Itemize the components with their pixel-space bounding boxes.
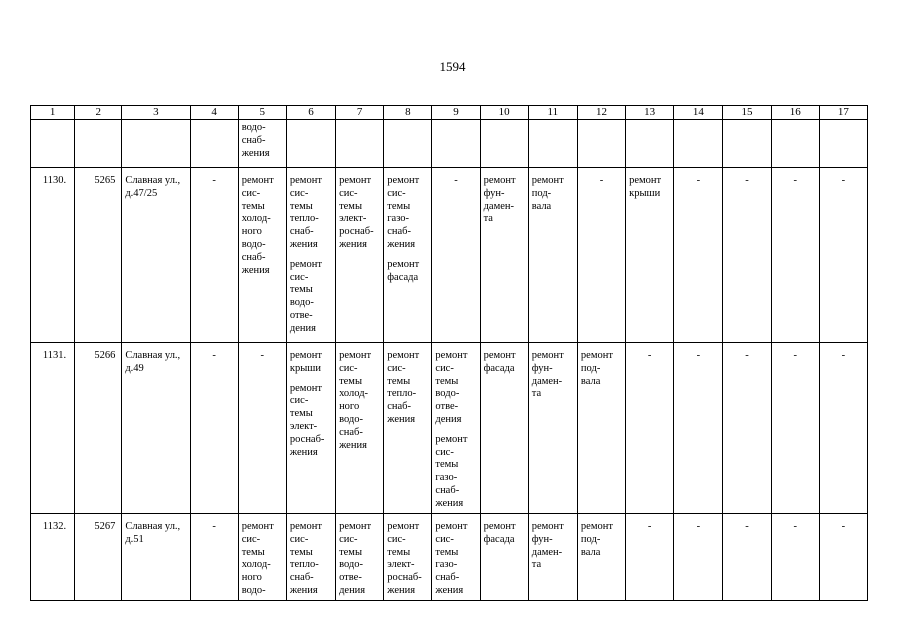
- cell-col-8-line: роснаб-: [387, 572, 422, 584]
- cell-col-6-line: крыши: [289, 362, 322, 374]
- page-number: 1594: [439, 59, 466, 74]
- table-row: [31, 168, 868, 343]
- cell-col-10-line: фасада: [483, 362, 515, 374]
- cell-col-8-line: снаб-: [387, 401, 412, 413]
- cell-col-11-line: дамен-: [531, 375, 563, 387]
- cell-col-6-line: темы: [289, 408, 313, 420]
- cell-col-8-line: ремонт: [387, 521, 420, 532]
- cell-col-14: -: [674, 343, 723, 514]
- cell-col-7-line: жения: [339, 238, 367, 250]
- cont-cell-6: [286, 120, 335, 168]
- cell-col-6-line: ремонт: [289, 258, 322, 270]
- cell-col-7-line: роснаб-: [339, 226, 374, 238]
- cont-cell-14: [674, 120, 723, 168]
- cont-cell-16: [771, 120, 819, 168]
- cell-col-6-line: элект-: [289, 420, 318, 432]
- cell-col-16: -: [771, 514, 819, 601]
- row-address-line: д.47/25: [125, 187, 158, 199]
- cell-col-8-line: темы: [387, 546, 411, 558]
- cont-cell-5-line: жения: [241, 147, 270, 159]
- cell-col-12-line: ремонт: [580, 350, 613, 361]
- cont-cell-9: [432, 120, 480, 168]
- cell-col-8-line: темы: [387, 375, 411, 387]
- header-cell-6: 6: [286, 106, 335, 120]
- cont-cell-7: [336, 120, 384, 168]
- cont-cell-10: [480, 120, 528, 168]
- cell-col-9-line: газо-: [435, 559, 458, 571]
- cell-col-10-line: ремонт: [483, 175, 516, 186]
- cell-col-8-line: темы: [387, 200, 411, 212]
- cell-col-8-line: ремонт: [387, 350, 420, 361]
- cell-col-11-line: фун-: [531, 533, 553, 545]
- cell-col-7-line: снаб-: [339, 426, 363, 438]
- row-number: 1131.: [31, 343, 75, 514]
- header-cell-5: 5: [238, 106, 286, 120]
- continuation-row: [31, 120, 868, 168]
- cell-col-8-line: жения: [387, 584, 416, 596]
- cell-col-6-line: ремонт: [289, 521, 322, 532]
- header-cell-9: 9: [432, 106, 480, 120]
- cell-col-8-line: ремонт: [387, 258, 420, 270]
- cell-col-10-line: ремонт: [483, 521, 516, 532]
- cell-col-7-line: ремонт: [339, 521, 372, 532]
- cont-cell-5: [238, 120, 286, 168]
- cell-col-6-line: снаб-: [289, 572, 314, 584]
- row-address: [122, 168, 190, 343]
- cell-col-10-line: фун-: [483, 187, 505, 199]
- cell-col-5-line: темы: [241, 546, 265, 558]
- row-address-line: д.51: [125, 533, 144, 545]
- cell-col-5-line: водо-: [241, 238, 266, 250]
- row-address-line: Славная ул.,: [125, 175, 181, 186]
- cell-col-12: [577, 343, 625, 514]
- cell-col-7-line: элект-: [339, 213, 367, 225]
- cont-cell-12: [577, 120, 625, 168]
- cell-col-6-line: темы: [289, 546, 313, 558]
- cell-col-5-line: водо-: [241, 584, 266, 596]
- cell-col-5-line: холод-: [241, 213, 271, 225]
- row-code: 5267: [75, 514, 122, 601]
- cell-col-7-line: жения: [339, 439, 367, 451]
- header-row: [31, 106, 868, 120]
- cell-col-8-line: тепло-: [387, 388, 417, 400]
- cell-col-6-line: сис-: [289, 187, 309, 199]
- repair-schedule-table: [30, 105, 868, 601]
- header-cell-12: 12: [577, 106, 625, 120]
- cell-col-8-line: сис-: [387, 533, 406, 545]
- cell-col-13: [626, 168, 674, 343]
- header-cell-16: 16: [771, 106, 819, 120]
- cell-col-9: [432, 514, 480, 601]
- cell-col-9-line: дения: [435, 413, 462, 425]
- cont-cell-13: [626, 120, 674, 168]
- cell-col-12-line: вала: [580, 375, 601, 387]
- cell-col-8-line: ремонт: [387, 175, 420, 186]
- cell-col-9-line: жения: [435, 497, 464, 509]
- cell-col-8-line: снаб-: [387, 226, 412, 238]
- cell-col-9: -: [432, 168, 480, 343]
- cell-col-17: -: [819, 343, 867, 514]
- cell-col-15: -: [723, 168, 771, 343]
- cell-col-14: -: [674, 168, 723, 343]
- cell-col-7-line: холод-: [339, 388, 369, 400]
- cont-cell-3: [122, 120, 190, 168]
- cell-col-5-line: сис-: [241, 187, 261, 199]
- cell-col-10-line: ремонт: [483, 350, 516, 361]
- cell-col-7-line: водо-: [339, 413, 363, 425]
- cell-col-8-line: жения: [387, 238, 416, 250]
- cont-cell-11: [528, 120, 577, 168]
- cell-col-11: [528, 343, 577, 514]
- cell-col-9-line: водо-: [435, 388, 460, 400]
- cell-col-16: -: [771, 343, 819, 514]
- cell-col-6-line: ремонт: [289, 175, 322, 186]
- cell-col-6: [286, 343, 335, 514]
- cell-col-6-line: темы: [289, 200, 313, 212]
- cell-col-11-line: под-: [531, 187, 552, 199]
- cell-col-8-line: фасада: [387, 271, 419, 283]
- cell-col-9-line: газо-: [435, 472, 458, 484]
- cell-col-6-line: тепло-: [289, 213, 319, 225]
- cell-col-9-line: темы: [435, 459, 459, 471]
- cell-col-6-line: отве-: [289, 309, 313, 321]
- cell-col-4: -: [190, 514, 238, 601]
- cell-col-7-line: ремонт: [339, 175, 372, 186]
- cell-col-7-line: сис-: [339, 362, 358, 374]
- cell-col-6-line: водо-: [289, 297, 314, 309]
- cell-col-5-line: снаб-: [241, 251, 266, 263]
- row-address-line: Славная ул.,: [125, 350, 181, 361]
- cell-col-9-line: ремонт: [435, 521, 468, 532]
- cell-col-8-line: элект-: [387, 559, 415, 571]
- cell-col-12-line: под-: [580, 533, 601, 545]
- row-address-line: д.49: [125, 362, 144, 374]
- cell-col-6-line: сис-: [289, 271, 309, 283]
- cell-col-9-line: темы: [435, 546, 459, 558]
- cell-col-9: [432, 343, 480, 514]
- cell-col-9-line: ремонт: [435, 433, 468, 445]
- cell-col-12-line: вала: [580, 546, 601, 558]
- cell-col-6: [286, 514, 335, 601]
- cell-col-15: -: [723, 343, 771, 514]
- cell-col-9-line: сис-: [435, 533, 454, 545]
- cont-cell-15: [723, 120, 771, 168]
- header-cell-11: 11: [528, 106, 577, 120]
- cell-col-11-line: та: [531, 559, 542, 571]
- cell-col-5-line: холод-: [241, 559, 271, 571]
- cell-col-10-line: дамен-: [483, 200, 515, 212]
- header-cell-15: 15: [723, 106, 771, 120]
- cell-col-8-line: газо-: [387, 213, 410, 225]
- cell-col-7: [336, 514, 384, 601]
- cell-col-11-line: ремонт: [531, 521, 564, 532]
- cell-col-9-line: сис-: [435, 362, 454, 374]
- header-cell-3: 3: [122, 106, 190, 120]
- cell-col-7: [336, 168, 384, 343]
- cell-col-9-line: снаб-: [435, 572, 460, 584]
- cell-col-6-line: снаб-: [289, 226, 314, 238]
- cell-col-10-line: фасада: [483, 533, 515, 545]
- cell-col-9-line: снаб-: [435, 484, 460, 496]
- header-cell-14: 14: [674, 106, 723, 120]
- cell-col-11-line: ремонт: [531, 175, 564, 186]
- cell-col-8: [384, 343, 432, 514]
- cell-col-10-line: та: [483, 213, 493, 225]
- cell-col-5: [238, 514, 286, 601]
- cell-col-8: [384, 514, 432, 601]
- cell-col-13-line: ремонт: [629, 175, 662, 186]
- cell-col-13: -: [626, 514, 674, 601]
- cell-col-13-line: крыши: [629, 187, 661, 199]
- cell-col-9-line: сис-: [435, 446, 454, 458]
- cell-col-7-line: сис-: [339, 187, 358, 199]
- row-address: [122, 514, 190, 601]
- cell-col-8-line: жения: [387, 413, 416, 425]
- cell-col-9-line: ремонт: [435, 350, 468, 361]
- header-cell-8: 8: [384, 106, 432, 120]
- cell-col-11: [528, 168, 577, 343]
- header-cell-13: 13: [626, 106, 674, 120]
- cell-col-6-line: ремонт: [289, 350, 322, 361]
- header-cell-17: 17: [819, 106, 867, 120]
- cell-col-7-line: отве-: [339, 572, 362, 584]
- cell-col-6-line: темы: [289, 284, 313, 296]
- cell-col-6-line: дения: [289, 322, 316, 334]
- table-row: [31, 514, 868, 601]
- row-number: 1130.: [31, 168, 75, 343]
- cell-col-9-line: отве-: [435, 401, 459, 413]
- cell-col-11-line: дамен-: [531, 546, 563, 558]
- cell-col-6-line: ремонт: [289, 382, 322, 394]
- cont-cell-5-line: водо-: [241, 122, 266, 133]
- cont-cell-17: [819, 120, 867, 168]
- cell-col-5-line: ремонт: [241, 175, 274, 186]
- cont-cell-5-line: снаб-: [241, 134, 266, 146]
- cell-col-6-line: жения: [289, 584, 318, 596]
- cell-col-15: -: [723, 514, 771, 601]
- header-cell-10: 10: [480, 106, 528, 120]
- cell-col-10: [480, 168, 528, 343]
- cell-col-12: -: [577, 168, 625, 343]
- cell-col-10: [480, 343, 528, 514]
- row-address-line: Славная ул.,: [125, 521, 181, 532]
- header-cell-1: 1: [31, 106, 75, 120]
- cell-col-4: -: [190, 343, 238, 514]
- header-cell-2: 2: [75, 106, 122, 120]
- cell-col-17: -: [819, 514, 867, 601]
- cont-cell-1: [31, 120, 75, 168]
- cell-col-5-line: ного: [241, 572, 262, 584]
- cell-col-8-line: сис-: [387, 362, 406, 374]
- cell-col-5-line: сис-: [241, 533, 261, 545]
- cell-col-12-line: под-: [580, 362, 601, 374]
- cell-col-6-line: жения: [289, 238, 318, 250]
- cell-col-5: -: [238, 343, 286, 514]
- cell-col-6-line: сис-: [289, 395, 309, 407]
- cell-col-8-line: сис-: [387, 187, 406, 199]
- cell-col-7: [336, 343, 384, 514]
- cell-col-11-line: ремонт: [531, 350, 564, 361]
- cell-col-5-line: темы: [241, 200, 265, 212]
- header-cell-7: 7: [336, 106, 384, 120]
- cell-col-5-line: ного: [241, 226, 262, 238]
- cell-col-13: -: [626, 343, 674, 514]
- cell-col-11: [528, 514, 577, 601]
- table-row: [31, 343, 868, 514]
- header-cell-4: 4: [190, 106, 238, 120]
- cell-col-5: [238, 168, 286, 343]
- cont-cell-4: [190, 120, 238, 168]
- cell-col-7-line: темы: [339, 375, 363, 387]
- cell-col-10: [480, 514, 528, 601]
- cont-cell-2: [75, 120, 122, 168]
- cell-col-12: [577, 514, 625, 601]
- cell-col-11-line: та: [531, 388, 542, 400]
- cell-col-7-line: ного: [339, 401, 360, 413]
- cell-col-6-line: роснаб-: [289, 433, 325, 445]
- cell-col-6: [286, 168, 335, 343]
- cell-col-9-line: темы: [435, 375, 459, 387]
- row-code: 5265: [75, 168, 122, 343]
- cell-col-12-line: ремонт: [580, 521, 613, 532]
- cell-col-7-line: дения: [339, 584, 366, 596]
- cell-col-16: -: [771, 168, 819, 343]
- cell-col-11-line: вала: [531, 200, 552, 212]
- cell-col-6-line: тепло-: [289, 559, 319, 571]
- cell-col-4: -: [190, 168, 238, 343]
- cell-col-6-line: сис-: [289, 533, 309, 545]
- row-number: 1132.: [31, 514, 75, 601]
- cell-col-7-line: темы: [339, 200, 363, 212]
- cell-col-8: [384, 168, 432, 343]
- cell-col-11-line: фун-: [531, 362, 553, 374]
- cell-col-7-line: темы: [339, 546, 363, 558]
- cell-col-6-line: жения: [289, 446, 318, 458]
- row-code: 5266: [75, 343, 122, 514]
- cell-col-7-line: ремонт: [339, 350, 372, 361]
- cell-col-7-line: сис-: [339, 533, 358, 545]
- cell-col-7-line: водо-: [339, 559, 363, 571]
- cell-col-5-line: жения: [241, 264, 270, 276]
- cell-col-14: -: [674, 514, 723, 601]
- cell-col-17: -: [819, 168, 867, 343]
- row-address: [122, 343, 190, 514]
- cell-col-5-line: ремонт: [241, 521, 274, 532]
- cell-col-9-line: жения: [435, 584, 464, 596]
- cont-cell-8: [384, 120, 432, 168]
